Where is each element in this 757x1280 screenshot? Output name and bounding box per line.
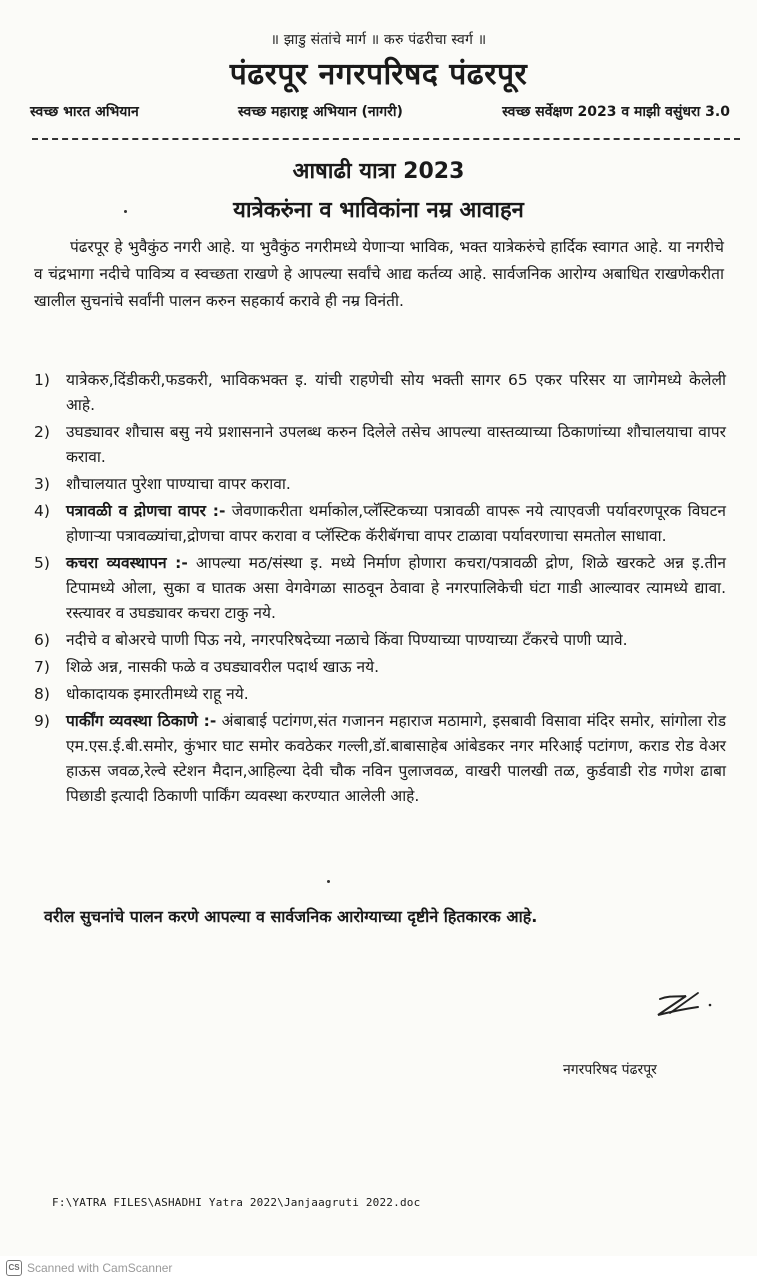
instruction-number: 8) xyxy=(34,685,50,703)
instructions-list xyxy=(34,368,726,811)
camscanner-logo-icon: CS xyxy=(6,1260,22,1276)
signature-mark xyxy=(640,985,720,1025)
scanner-watermark xyxy=(0,1256,757,1280)
scan-speck xyxy=(327,880,330,883)
instruction-number: 4) xyxy=(34,502,50,520)
instruction-text: नदीचे व बोअरचे पाणी पिऊ नये, नगरपरिषदेच्या नळाचे किंवा पिण्याच्या पाण्याच्या टँकरचे पाणी प्यावे. xyxy=(66,631,628,649)
instruction-text: शौचालयात पुरेशा पाण्याचा वापर करावा. xyxy=(66,475,291,493)
instruction-heading: पत्रावळी व द्रोणचा वापर :- xyxy=(66,502,226,520)
instruction-item xyxy=(34,499,726,549)
motto: ॥ झाडु संतांचे मार्ग ॥ करु पंढरीचा स्वर्ग ॥ xyxy=(270,32,487,48)
instruction-number: 3) xyxy=(34,475,50,493)
instruction-number: 2) xyxy=(34,423,50,441)
instruction-item xyxy=(34,628,726,653)
campaign-swachh-sarvekshan: स्वच्छ सर्वेक्षण 2023 व माझी वसुंधरा 3.0 xyxy=(502,104,730,120)
instruction-text: यात्रेकरु,दिंडीकरी,फडकरी, भाविकभक्त इ. यांची राहणेची सोय भक्ती सागर 65 एकर परिसर या जागेमध्ये केलेली आहे. xyxy=(66,371,726,414)
council-title: पंढरपूर नगरपरिषद पंढरपूर xyxy=(229,57,528,92)
header-divider xyxy=(32,138,740,140)
campaign-swachh-maharashtra: स्वच्छ महाराष्ट्र अभियान (नागरी) xyxy=(238,104,403,120)
instruction-text: धोकादायक इमारतीमध्ये राहू नये. xyxy=(66,685,249,703)
instruction-text: अंबाबाई पटांगण,संत गजानन महाराज मठामागे, इसबावी विसावा मंदिर समोर, सांगोला रोड एम.एस.ई.बी.समोर, कुंभार घाट समोर कवठेकर गल्ली,डॉ.बाबासाहेब आंबेडकर नगर मरिआई पटांगण, कराड रोड वेअर हाऊस जवळ,रेल्वे स्टेशन मैदान,आहिल्या देवी चौक नविन पुलाजवळ, वाखरी पालखी तळ, कुर्डवाडी रोड गणेश ढाबा पिछाडी इत्यादी ठिकाणी पार्किंग व्यवस्था करण्यात आलेली आहे. xyxy=(66,712,726,805)
instruction-item xyxy=(34,655,726,680)
instruction-number: 9) xyxy=(34,712,50,730)
instruction-item xyxy=(34,368,726,418)
campaign-line xyxy=(30,102,730,121)
instruction-number: 6) xyxy=(34,631,50,649)
instruction-number: 1) xyxy=(34,371,50,389)
instruction-text: जेवणाकरीता थर्माकोल,प्लॅस्टिकच्या पत्रावळी वापरू नये त्याएवजी पर्यावरणपूरक विघटन होणाऱ्या पत्रावळ्यांचा,द्रोणचा वापर करावा व प्लॅस्टिक कॅरीबॅगचा वापर टाळावा पर्यावरणाचा समतोल साधावा. xyxy=(66,502,726,545)
conclusion-text: वरील सुचनांचे पालन करणे आपल्या व सार्वजनिक आरोग्याच्या दृष्टीने हितकारक आहे. xyxy=(44,907,538,926)
instruction-number: 5) xyxy=(34,554,50,572)
signatory: नगरपरिषद पंढरपूर xyxy=(563,1062,657,1078)
instruction-item xyxy=(34,551,726,626)
campaign-swachh-bharat: स्वच्छ भारत अभियान xyxy=(30,104,139,120)
instruction-number: 7) xyxy=(34,658,50,676)
instruction-text: शिळे अन्न, नासकी फळे व उघड्यावरील पदार्थ खाऊ नये. xyxy=(66,658,380,676)
instruction-item xyxy=(34,420,726,470)
instruction-item xyxy=(34,682,726,707)
instruction-text: उघड्यावर शौचास बसु नये प्रशासनाने उपलब्ध करुन दिलेले तसेच आपल्या वास्तव्याच्या ठिकाणांच्या शौचालयाचा वापर करावा. xyxy=(66,423,726,466)
event-title: आषाढी यात्रा 2023 xyxy=(292,159,465,184)
appeal-title: यात्रेकरुंना व भाविकांना नम्र आवाहन xyxy=(233,198,524,223)
instruction-heading: पार्कींग व्यवस्था ठिकाणे :- xyxy=(66,712,217,730)
intro-paragraph: पंढरपूर हे भुवैकुंठ नगरी आहे. या भुवैकुंठ नगरीमध्ये येणाऱ्या भाविक, भक्त यात्रेकरुंचे हार्दिक स्वागत आहे. या नगरीचे व चंद्रभागा नदीचे पावित्र्य व स्वच्छता राखणे हे आपल्या सर्वांचे आद्य कर्तव्य आहे. सार्वजनिक आरोग्य अबाधित राखणेकरीता खालील सुचनांचे सर्वांनी पालन करुन सहकार्य करावे ही नम्र विनंती. xyxy=(34,238,724,310)
instruction-item xyxy=(34,709,726,809)
scanner-label: Scanned with CamScanner xyxy=(27,1261,173,1275)
instruction-heading: कचरा व्यवस्थापन :- xyxy=(66,554,188,572)
instruction-item xyxy=(34,472,726,497)
file-path: F:\YATRA FILES\ASHADHI Yatra 2022\Janjaagruti 2022.doc xyxy=(52,1196,421,1209)
scan-speck xyxy=(124,210,127,213)
instruction-text: आपल्या मठ/संस्था इ. मध्ये निर्माण होणारा कचरा/पत्रावळी द्रोण, शिळे खरकटे अन्न इ.तीन टिपामध्ये ओला, सुका व घातक असा वेगवेगळा साठवून ठेवावा हे नगरपालिकेची घंटा गाडी आल्यावर त्यामध्ये द्यावा. रस्त्यावर व उघड्यावर कचरा टाकु नये. xyxy=(66,554,727,622)
